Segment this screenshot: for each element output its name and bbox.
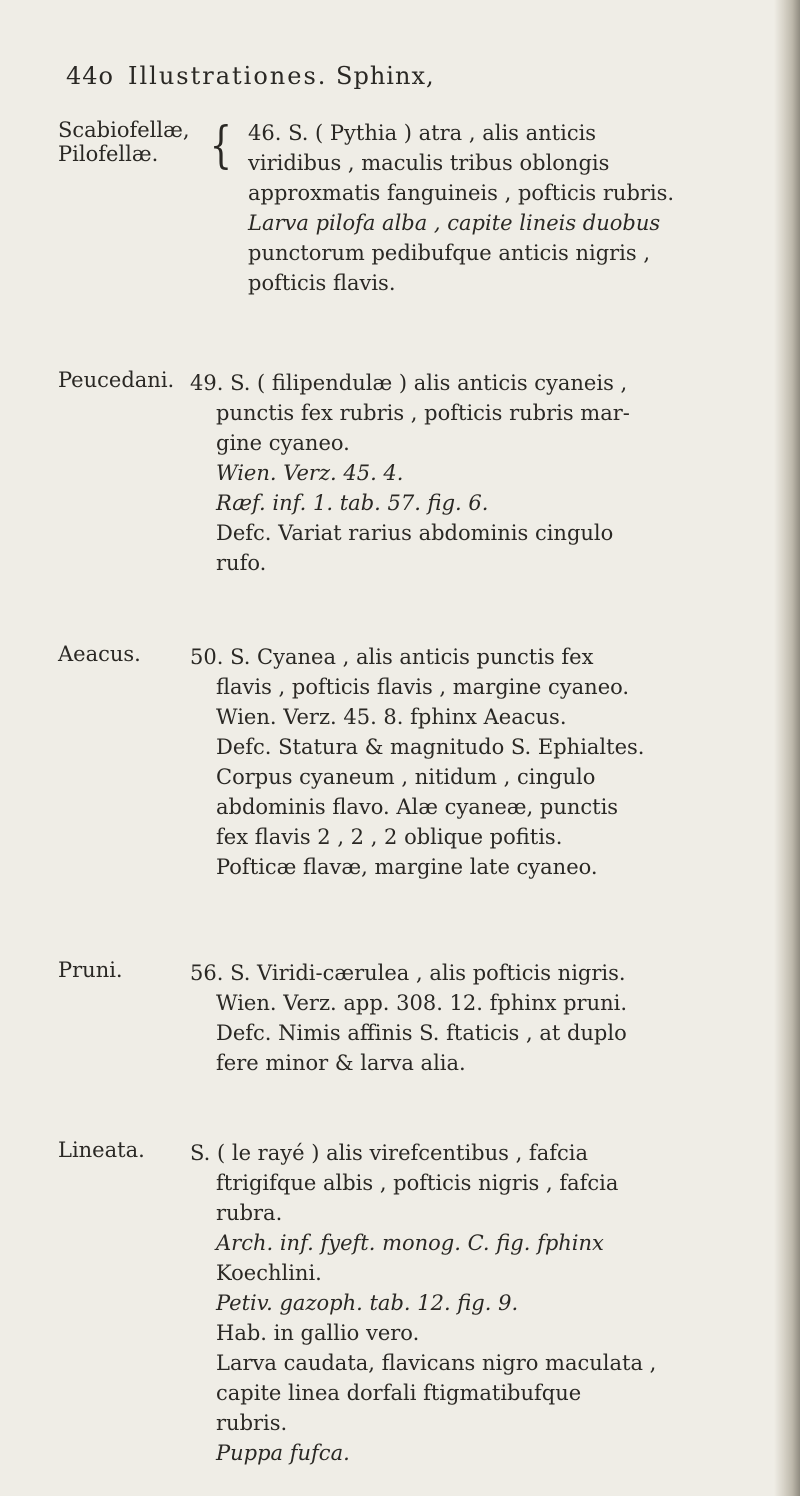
entry-text: 46. S. ( Pythia ) atra , alis anticis viridibus , maculis tribus oblongis approxmatis fanguineis , pofticis rubris. Larva pilofa alba , capite lineis duobus punctorum pedibufque anticis nigris , pofticis flavis. bbox=[248, 121, 675, 295]
entry-text: 49. S. ( filipendulæ ) alis anticis cyaneis , punctis fex rubris , pofticis rubris mar- gine cyaneo. Wien. Verz. 45. 4. Ræf. inf. 1. tab. 57. fig. 6. Defc. Variat rarius abdominis cingulo rufo. bbox=[190, 371, 630, 575]
running-title: Illustrationes. bbox=[128, 62, 328, 90]
page-number: 44o bbox=[66, 62, 114, 90]
host-plant-name: Lineata. bbox=[58, 1138, 145, 1162]
brace: { bbox=[209, 116, 233, 174]
page-edge bbox=[774, 0, 800, 1496]
entry-text: S. ( le rayé ) alis virefcentibus , fafcia ftrigifque albis , pofticis nigris , fafcia rubra. Arch. inf. fyeft. monog. C. fig. fphinx Koechlini. Petiv. gazoph. tab. 12. fig. 9. Hab. in gallio vero. Larva caudata, flavicans nigro maculata , capite linea dorfali ftigmatibufque rubris. Puppa fufca. bbox=[190, 1141, 657, 1465]
host-plant-name: Peucedani. bbox=[58, 368, 175, 392]
entry-text: 50. S. Cyanea , alis anticis punctis fex flavis , pofticis flavis , margine cyaneo. Wien. Verz. 45. 8. fphinx Aeacus. Defc. Statura & magnitudo S. Ephialtes. Corpus cyaneum , nitidum , cingulo abdominis flavo. Alæ cyaneæ, punctis fex flavis 2 , 2 , 2 oblique pofitis. Pofticæ flavæ, margine late cyaneo. bbox=[190, 645, 645, 879]
host-plant-name: Aeacus. bbox=[58, 642, 141, 666]
entry-text: 56. S. Viridi-cærulea , alis pofticis nigris. Wien. Verz. app. 308. 12. fphinx pruni. Defc. Nimis affinis S. ftaticis , at duplo fere minor & larva alia. bbox=[190, 961, 628, 1075]
running-subject: Sphinx, bbox=[336, 62, 435, 90]
host-plant-name: Pruni. bbox=[58, 958, 123, 982]
running-header bbox=[66, 62, 435, 90]
host-plant-name: Scabiofellæ, Pilofellæ. bbox=[58, 118, 190, 166]
